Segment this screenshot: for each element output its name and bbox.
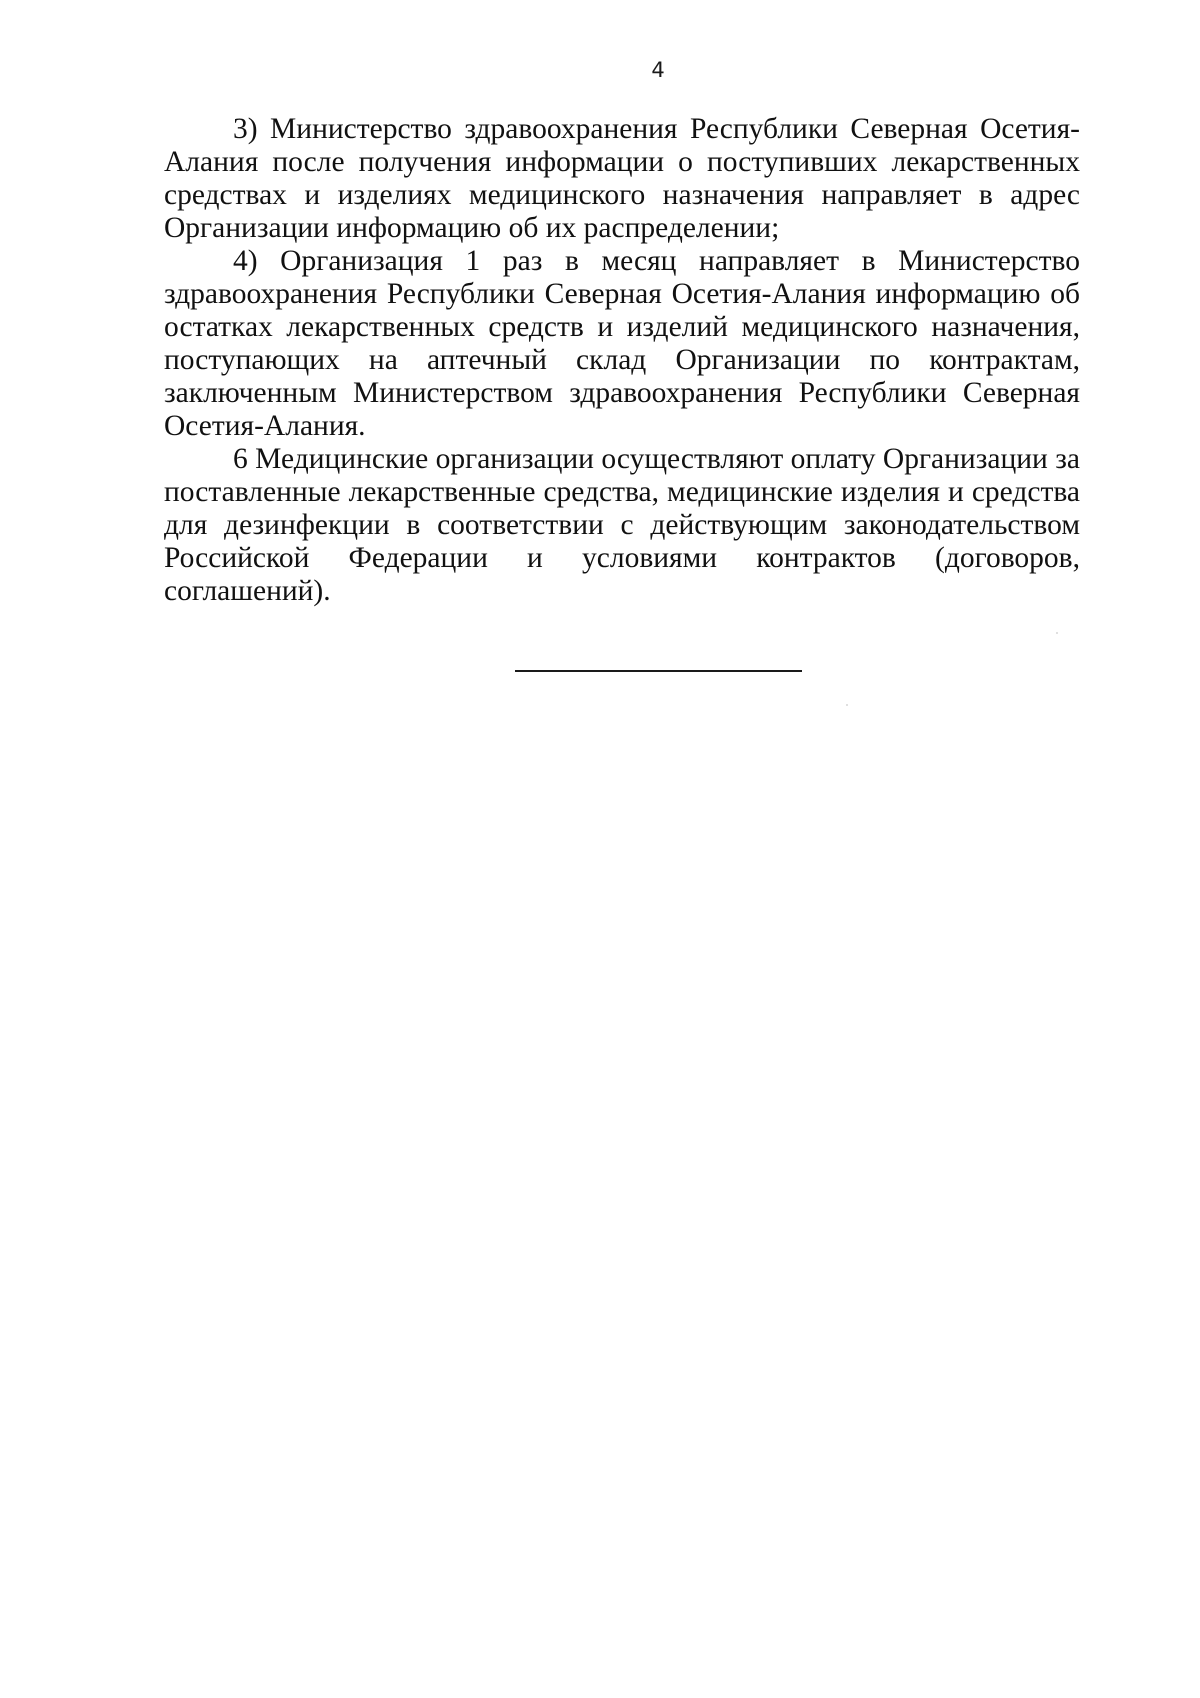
document-body [164, 113, 1080, 608]
page-number: 4 [651, 58, 665, 82]
paragraph-item-4: 4) Организация 1 раз в месяц направляет в Министерство здравоохранения Республики Северная Осетия-Алания информацию об остатках лекарственных средств и изделий медицинского назначения, поступающих на аптечный склад Организации по контрактам, заключенным Министерством здравоохранения Республики Северная Осетия-Алания. [164, 245, 1080, 442]
paragraph-item-6: 6 Медицинские организации осуществляют оплату Организации за поставленные лекарственные средства, медицинские изделия и средства для дезинфекции в соответствии с действующим законодательством Российской Федерации и условиями контрактов (договоров, соглашений). [164, 443, 1080, 607]
end-of-text-rule [515, 670, 802, 672]
scan-speck [846, 704, 848, 706]
paragraph-item-3: 3) Министерство здравоохранения Республики Северная Осетия-Алания после получения информации о поступивших лекарственных средствах и изделиях медицинского назначения направляет в адрес Организации информацию об их распределении; [164, 113, 1080, 244]
scan-speck [1056, 632, 1058, 634]
